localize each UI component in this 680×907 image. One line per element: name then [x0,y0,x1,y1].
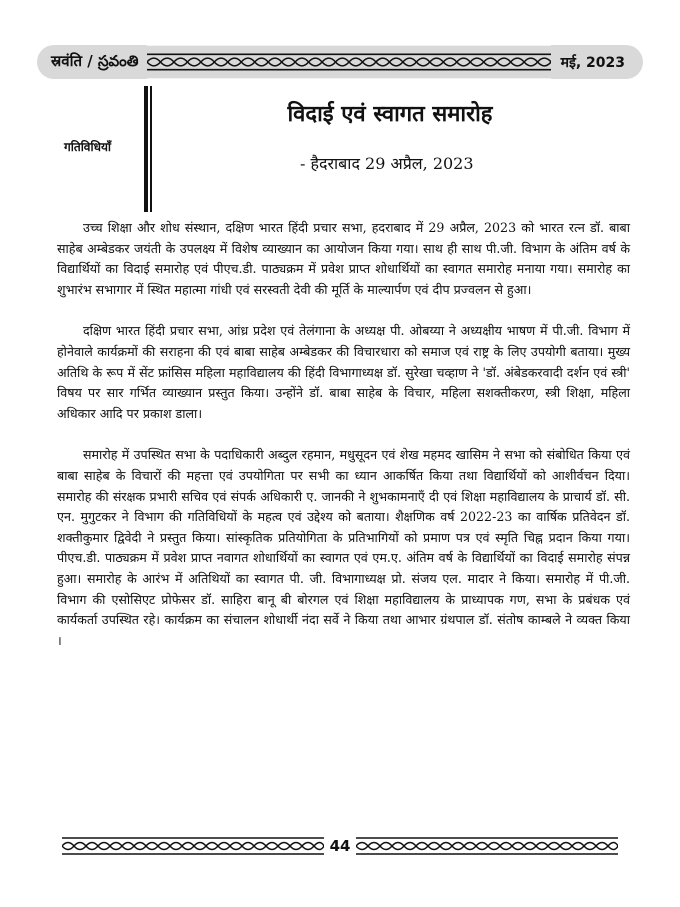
article-body [57,218,630,672]
issue-date: मई, 2023 [551,45,643,79]
vertical-rule-thick [144,86,148,212]
footer-ornament-right-icon [356,835,618,857]
page-number: 44 [329,837,351,855]
page-header [37,44,643,80]
magazine-name: स्रवंति / స్రవంతి [37,45,147,79]
header-ornament [147,45,551,79]
page-footer [37,834,643,858]
footer-ornament-left-icon [62,835,324,857]
paragraph-2: दक्षिण भारत हिंदी प्रचार सभा, आंध्र प्रदेश एवं तेलंगाना के अध्यक्ष पी. ओबय्या ने अध्यक्षीय भाषण में पी.जी. विभाग में होनेवाले कार्यक्रमों की सराहना की एवं बाबा साहेब अम्बेडकर की विचारधारा को समाज एवं राष्ट्र के लिए उपयोगी बताया। मुख्य अतिथि के रूप में सेंट फ्रांसिस महिला महाविद्यालय की हिंदी विभागाध्यक्ष डॉ. सुरेखा चव्हाण ने 'डॉ. अंबेडकरवादी दर्शन एवं स्त्री' विषय पर सार गर्भित व्याख्यान प्रस्तुत किया। उन्होंने डॉ. बाबा साहेब के विचार, महिला सशक्तीकरण, स्त्री शिक्षा, महिला अधिकार आदि पर प्रकाश डाला। [57,323,630,421]
paragraph-1: उच्च शिक्षा और शोध संस्थान, दक्षिण भारत हिंदी प्रचार सभा, हदराबाद में 29 अप्रैल, 2023 को भारत रत्न डॉ. बाबा साहेब अम्बेडकर जयंती के उपलक्ष्य में विशेष व्याख्यान का आयोजन किया गया। साथ ही साथ पी.जी. विभाग के अंतिम वर्ष के विद्यार्थियों का विदाई समारोह एवं पीएच.डी. पाठ्यक्रम में प्रवेश प्राप्त शोधार्थियों का स्वागत समारोह मनाया गया। समारोह का शुभारंभ सभागार में स्थित महात्मा गांधी एवं सरस्वती देवी की मूर्ति के माल्यार्पण एवं दीप प्रज्वलन से हुआ। [57,220,630,297]
article-subtitle: - हैदराबाद 29 अप्रैल, 2023 [300,154,474,173]
paragraph-3: समारोह में उपस्थित सभा के पदाधिकारी अब्दुल रहमान, मधुसूदन एवं शेख महमद खासिम ने सभा को संबोधित किया एवं बाबा साहेब के विचारों की महत्ता एवं उपयोगिता पर सभी का ध्यान आकर्षित किया तथा विद्यार्थियों को आशीर्वचन दिया। समारोह की संरक्षक प्रभारी सचिव एवं संपर्क अधिकारी ए. जानकी ने शुभकामनाएँ दी एवं शिक्षा महाविद्यालय के प्राचार्य डॉ. सी. एन. मुगुटकर ने विभाग की गतिविधियों के महत्व एवं उद्देश्य को बताया। शैक्षणिक वर्ष 2022-23 का वार्षिक प्रतिवेदन डॉ. शक्तीकुमार द्विवेदी ने प्रस्तुत किया। सांस्कृतिक प्रतियोगिता के प्रतिभागियों को प्रमाण पत्र एवं स्मृति चिह्न प्रदान किया गया। पीएच.डी. पाठ्यक्रम में प्रवेश प्राप्त नवागत शोधार्थियों का स्वागत एवं एम.ए. अंतिम वर्ष के विद्यार्थियों का विदाई समारोह संपन्न हुआ। समारोह के आरंभ में अतिथियों का स्वागत पी. जी. विभागाध्यक्ष प्रो. संजय एल. मादार ने किया। समारोह में पी.जी. विभाग की एसोसिएट प्रोफेसर डॉ. साहिरा बानू बी बोरगल एवं शिक्षा महाविद्यालय के प्राध्यापक गण, सभा के प्रबंधक एवं कार्यकर्ता उपस्थित रहे। कार्यक्रम का संचालन शोधार्थी नंदा सर्वे ने किया तथा आभार ग्रंथपाल डॉ. संतोष काम्बले ने व्यक्त किया । [57,447,630,648]
section-label: गतिविधियाँ [64,140,112,154]
article-title: विदाई एवं स्वागत समारोह [287,102,493,127]
vertical-rule-thin [150,86,152,212]
ornament-border-icon [147,45,551,79]
